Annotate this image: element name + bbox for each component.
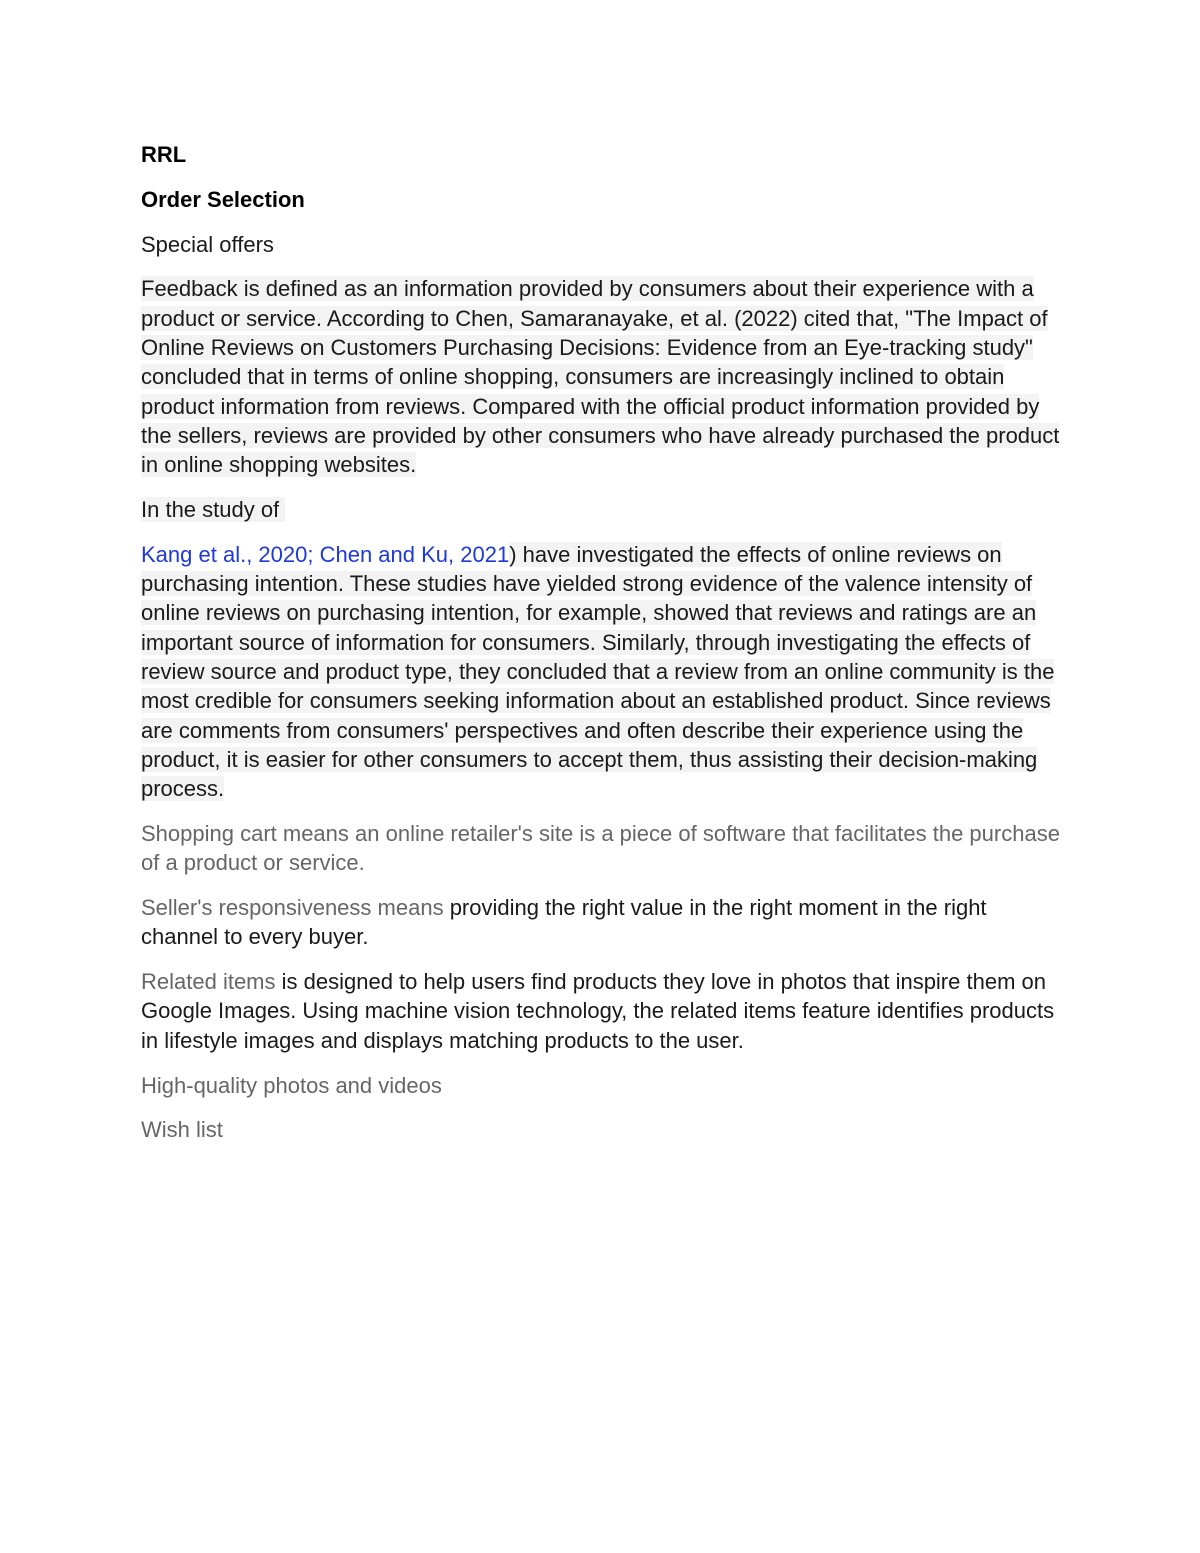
related-items-definition: is designed to help users find products they love in photos that inspire them on Google Images. Using machine vision technology, the related items feature identifies products in lifestyle images and displays matching products to the user. — [141, 969, 1055, 1053]
subheading-special-offers: Special offers — [141, 231, 274, 257]
study-text: ) have investigated the effects of online reviews on purchasing intention. These studies have yielded strong evidence of the valence intensity of online reviews on purchasing intention, for example, showed that reviews and ratings are an important source of information for consumers. Similarly, through investigating the effects of review source and product type, they concluded that a review from an online community is the most credible for consumers seeking information about an established product. Since reviews are comments from consumers' perspectives and often describe their experience using the product, it is easier for other consumers to accept them, thus assisting their decision-making process. — [141, 541, 1055, 802]
related-items-term: Related items — [141, 969, 276, 995]
section-heading: Order Selection — [141, 186, 305, 212]
feedback-paragraph — [141, 274, 1061, 479]
photos-videos-item: High-quality photos and videos — [141, 1072, 442, 1098]
seller-definition: providing the right value in the right moment in the right channel to every buyer. — [141, 895, 987, 950]
wish-list-item: Wish list — [141, 1117, 223, 1143]
document-title: RRL — [141, 142, 187, 167]
seller-paragraph — [141, 893, 1061, 952]
study-paragraph — [141, 540, 1061, 804]
shopping-cart-paragraph: Shopping cart means an online retailer's site is a piece of software that facilitates the purchase of a product or service. — [141, 820, 1060, 876]
citation-link-chen-ku[interactable]: Chen and Ku, 2021 — [319, 541, 510, 567]
citation-separator: ; — [307, 541, 320, 567]
study-intro-text: In the study of — [141, 496, 280, 522]
seller-term: Seller's responsiveness means — [141, 895, 444, 921]
citation-link-kang[interactable]: Kang et al., 2020 — [141, 541, 308, 567]
study-intro-paragraph — [141, 495, 1061, 524]
related-items-paragraph — [141, 967, 1061, 1055]
feedback-text: Feedback is defined as an information provided by consumers about their experience with a product or service. According to Chen, Samaranayake, et al. (2022) cited that, "The Impact of Online Reviews on Customers Purchasing Decisions: Evidence from an Eye-tracking study" concluded that in terms of online shopping, consumers are increasingly inclined to obtain product information from reviews. Compared with the official product information provided by the sellers, reviews are provided by other consumers who have already purchased the product in online shopping websites. — [141, 276, 1060, 478]
document-page — [141, 140, 1061, 1160]
